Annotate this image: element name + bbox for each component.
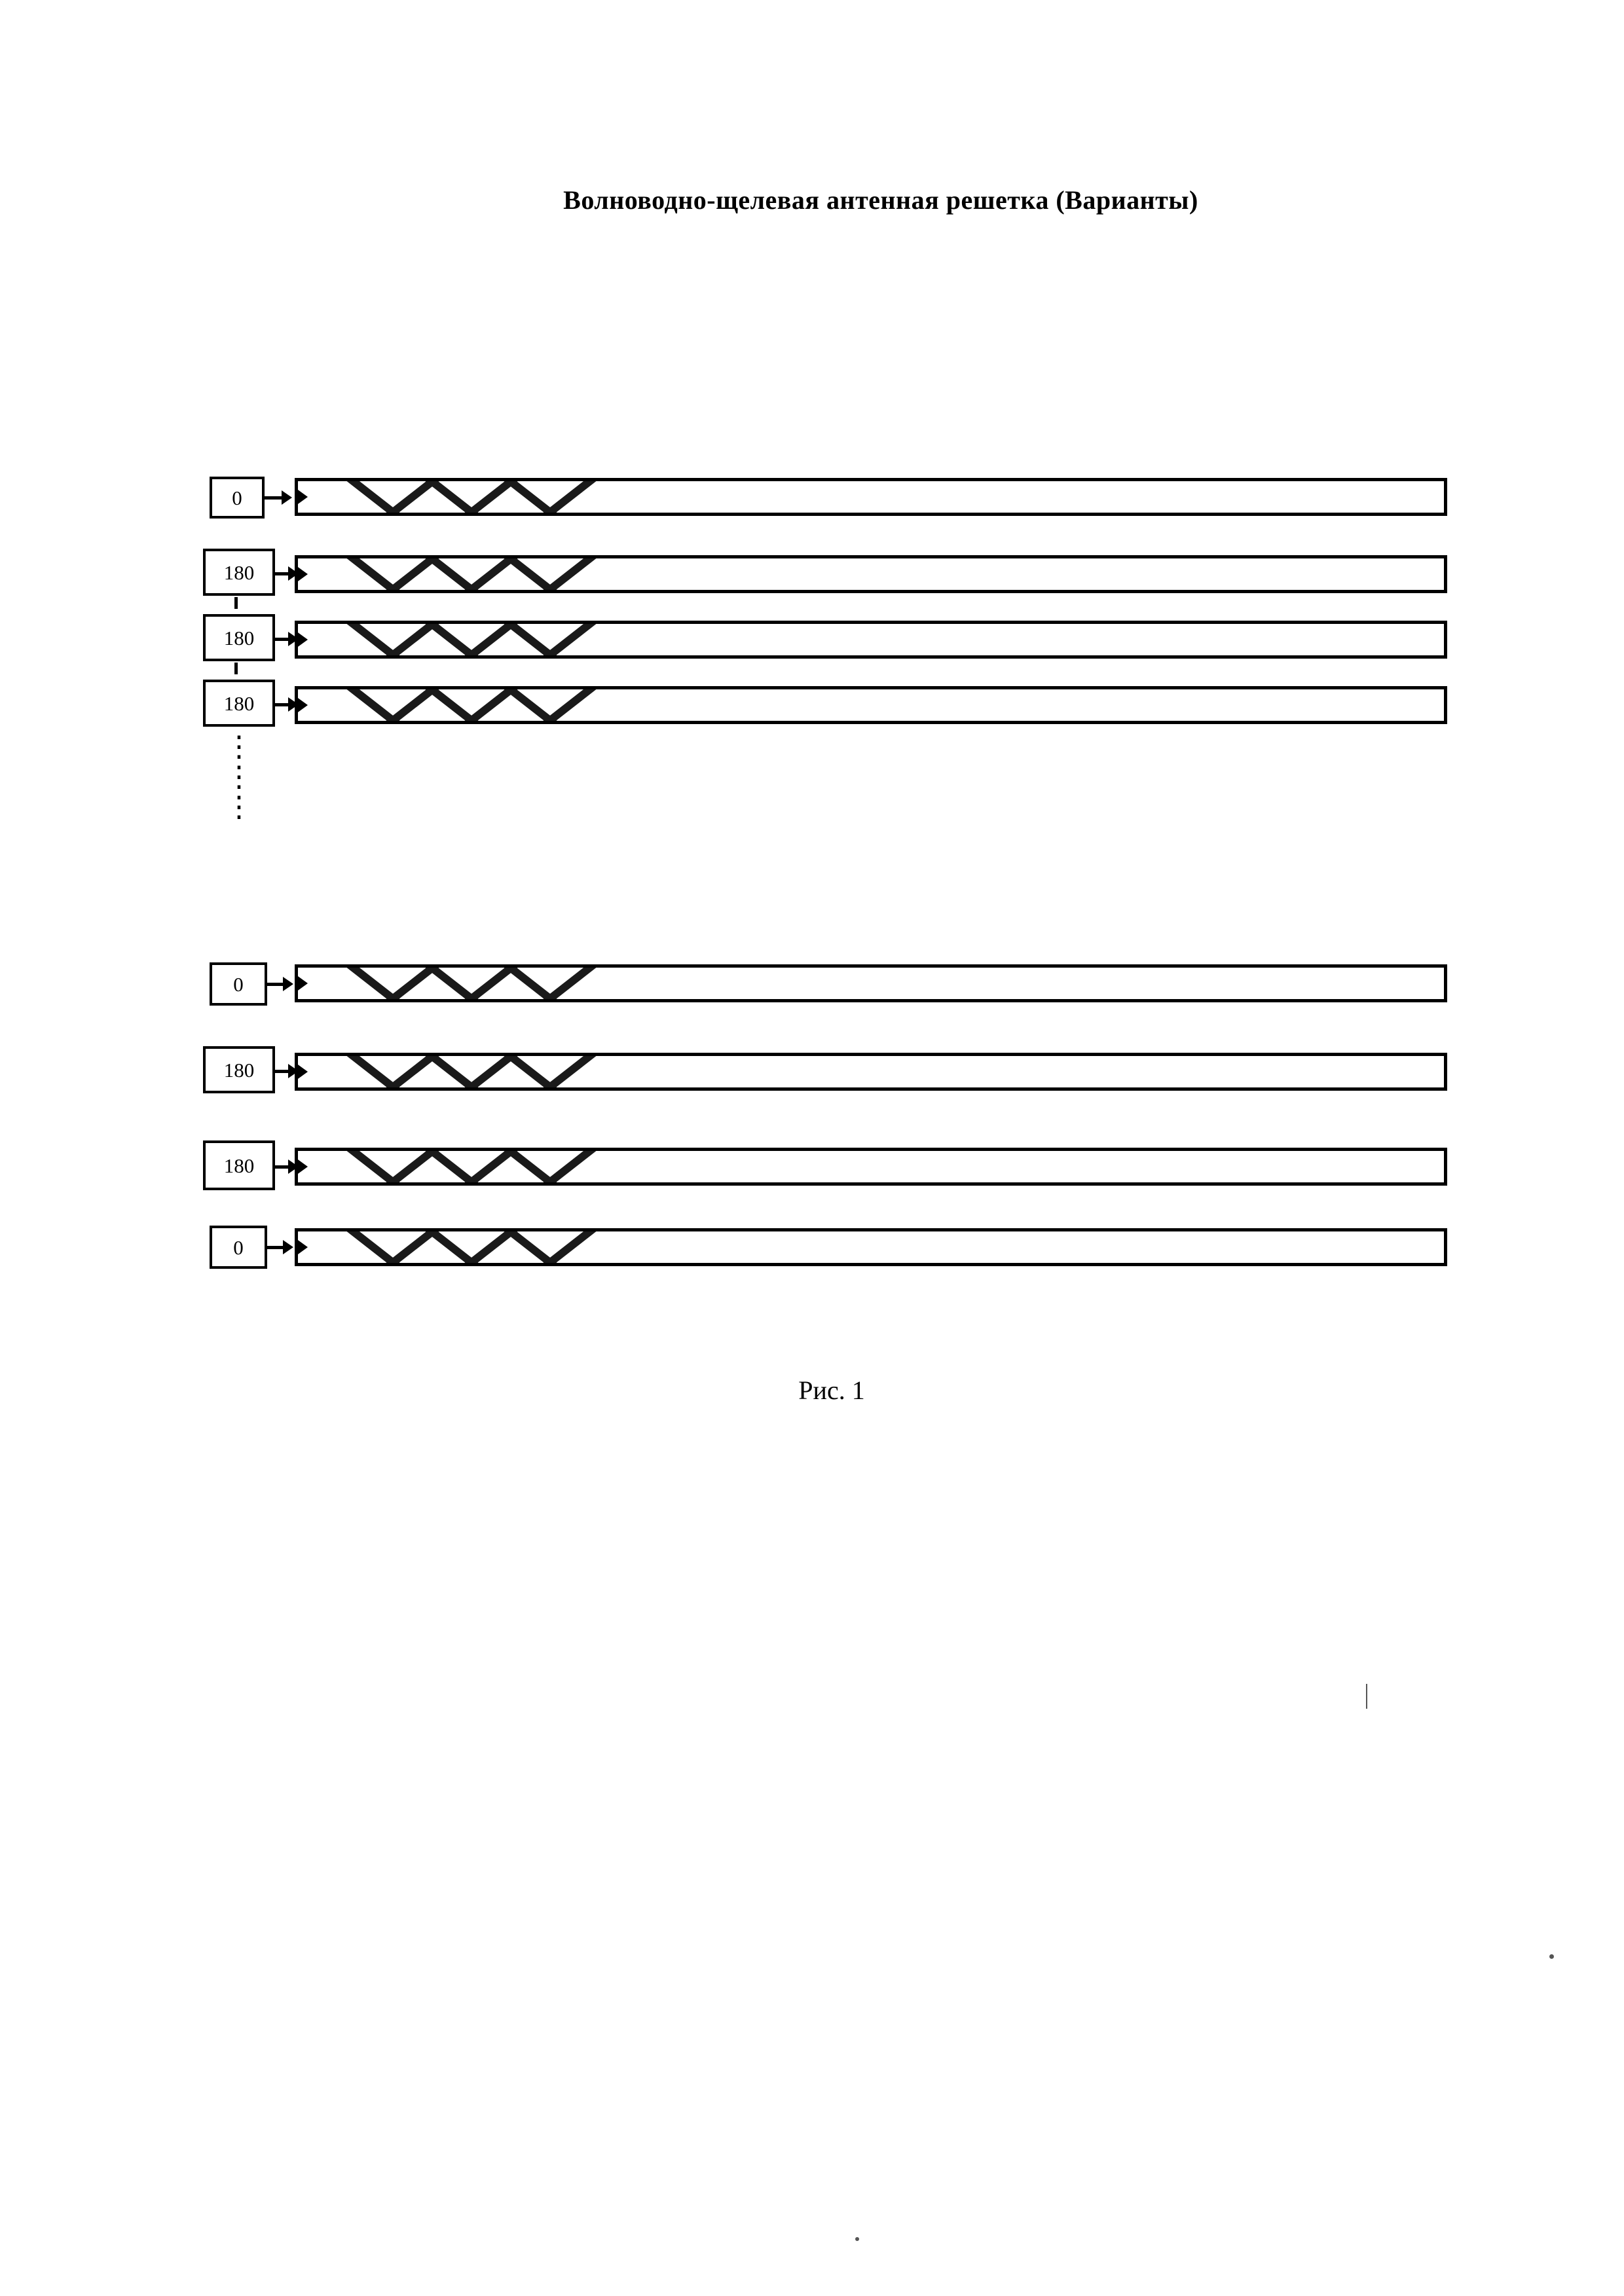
dots-segment-2: ⋮ xyxy=(225,761,253,793)
slot-row-1-6 xyxy=(543,478,596,516)
waveguide-notch-row-3 xyxy=(296,631,308,648)
phase-value-row-7: 180 xyxy=(223,1154,255,1177)
slot-row-3-6 xyxy=(543,621,596,659)
box-divider-tick-1 xyxy=(234,597,238,609)
dots-segment-3: ⋮ xyxy=(225,791,253,823)
figure-1-diagram xyxy=(196,458,1473,1309)
slot-row-5-6 xyxy=(543,964,596,1002)
phase-shifter-box-row-5[interactable] xyxy=(210,962,267,1006)
phase-value-row-6: 180 xyxy=(223,1058,255,1082)
phase-value-row-3: 180 xyxy=(223,626,255,649)
waveguide-notch-row-6 xyxy=(296,1063,308,1080)
scan-mark-center xyxy=(855,2237,859,2241)
phase-shifter-box-row-4[interactable] xyxy=(203,680,275,727)
waveguide-notch-row-7 xyxy=(296,1158,308,1175)
dots-segment-1: ⋮ xyxy=(225,731,253,763)
slot-row-8-6 xyxy=(543,1228,596,1266)
waveguide-row-4 xyxy=(295,686,1447,724)
phase-value-row-4: 180 xyxy=(223,691,255,715)
slot-row-2-6 xyxy=(543,555,596,593)
phase-shifter-box-row-3[interactable] xyxy=(203,614,275,661)
waveguide-row-3 xyxy=(295,621,1447,659)
phase-shifter-box-row-2[interactable] xyxy=(203,549,275,596)
phase-shifter-box-row-1[interactable] xyxy=(210,477,265,519)
phase-value-row-5: 0 xyxy=(233,972,244,996)
waveguide-row-7 xyxy=(295,1148,1447,1186)
waveguide-row-1 xyxy=(295,478,1447,516)
phase-value-row-2: 180 xyxy=(223,560,255,584)
waveguide-notch-row-2 xyxy=(296,566,308,583)
waveguide-notch-row-4 xyxy=(296,697,308,714)
phase-shifter-box-row-6[interactable] xyxy=(203,1046,275,1093)
phase-shifter-box-row-7[interactable] xyxy=(203,1140,275,1190)
scan-mark-right xyxy=(1549,1954,1554,1959)
slot-row-4-6 xyxy=(543,686,596,724)
continuation-dots xyxy=(216,732,262,822)
phase-value-row-8: 0 xyxy=(233,1235,244,1259)
waveguide-row-8 xyxy=(295,1228,1447,1266)
waveguide-row-2 xyxy=(295,555,1447,593)
box-divider-tick-2 xyxy=(234,663,238,674)
waveguide-row-6 xyxy=(295,1053,1447,1091)
waveguide-row-5 xyxy=(295,964,1447,1002)
waveguide-notch-row-1 xyxy=(296,488,308,505)
phase-value-row-1: 0 xyxy=(232,486,242,509)
figure-caption: Рис. 1 xyxy=(798,1376,865,1405)
waveguide-notch-row-5 xyxy=(296,975,308,992)
scan-mark-upper-right xyxy=(1366,1684,1367,1709)
waveguide-notch-row-8 xyxy=(296,1239,308,1256)
page-title: Волноводно-щелевая антенная решетка (Варианты) xyxy=(563,185,1198,215)
slot-row-6-6 xyxy=(543,1053,596,1091)
slot-row-7-6 xyxy=(543,1148,596,1186)
phase-shifter-box-row-8[interactable] xyxy=(210,1226,267,1269)
